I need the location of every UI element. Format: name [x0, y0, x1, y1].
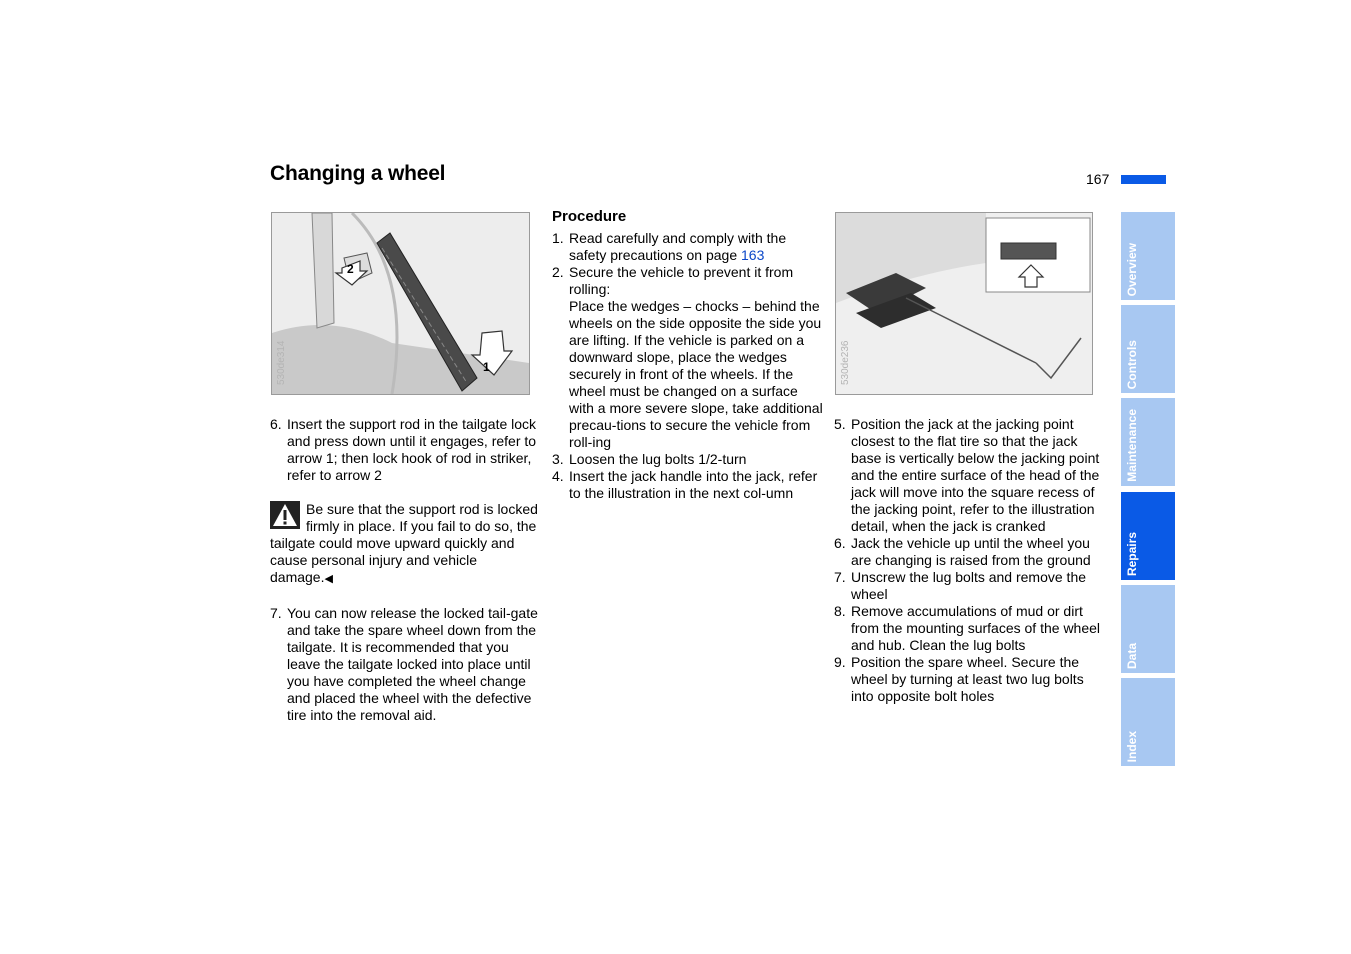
procedure-heading: Procedure — [552, 208, 627, 225]
list-item-step-6b — [834, 535, 1104, 569]
step-text: Position the jack at the jacking point closest to the flat tire so that the jack base is vertically below the jacking point and the entire surface of the head of the jack will move into the square recess of the jacking point, refer to the illustration detail, when the jack is cranked — [851, 416, 1100, 534]
tab-label: Overview — [1125, 242, 1139, 296]
step-text: Insert the jack handle into the jack, refer to the illustration in the next col-umn — [569, 468, 818, 501]
list-item-step-7 — [270, 605, 540, 724]
list-item-step-1 — [552, 230, 824, 264]
step-text: Remove accumulations of mud or dirt from the mounting surfaces of the wheel and hub. Clean the lug bolts — [851, 603, 1101, 653]
jack-drawing — [836, 213, 1092, 394]
step-number: 2. — [552, 264, 564, 280]
support-rod-drawing — [272, 213, 529, 394]
step-number: 7. — [834, 569, 846, 585]
step-number: 8. — [834, 603, 846, 619]
step-text: Jack the vehicle up until the wheel you are changing is raised from the ground — [851, 535, 1091, 568]
step-text: Loosen the lug bolts 1/2-turn — [569, 451, 747, 467]
step-number: 4. — [552, 468, 564, 484]
step-text: Read carefully and comply with the safety precautions on page — [569, 230, 787, 263]
warning-icon — [270, 501, 300, 529]
step-number: 7. — [270, 605, 282, 621]
step-text: Insert the support rod in the tailgate lock and press down until it engages, refer to arrow 1; then lock hook of rod in striker, refer to arrow 2 — [287, 416, 537, 483]
page-marker-bar — [1121, 175, 1166, 184]
tab-index[interactable] — [1121, 678, 1175, 766]
arrow-label-1: 1 — [483, 360, 490, 374]
tab-maintenance[interactable] — [1121, 398, 1175, 486]
list-item-step-6 — [270, 416, 540, 484]
list-item-step-7b — [834, 569, 1104, 603]
tab-controls[interactable] — [1121, 305, 1175, 393]
step-text: Secure the vehicle to prevent it from rolling: — [569, 264, 794, 297]
tab-overview[interactable] — [1121, 212, 1175, 300]
warning-text: Be sure that the support rod is locked firmly in place. If you fail to do so, the tailgate could move upward quickly and cause personal injury and vehicle damage. — [270, 501, 538, 585]
step-text: You can now release the locked tail-gate and take the spare wheel down from the tailgate. It is recommended that you leave the tailgate locked into place until you have completed the wheel change and placed the wheel with the defective tire into the removal aid. — [287, 605, 538, 723]
list-item-step-4 — [552, 468, 824, 502]
step-number: 6. — [834, 535, 846, 551]
step-number: 9. — [834, 654, 846, 670]
list-item-step-2 — [552, 264, 824, 451]
column-3 — [834, 416, 1104, 705]
tab-label: Data — [1125, 642, 1139, 669]
warning-note — [270, 501, 540, 588]
list-item-step-3 — [552, 451, 824, 468]
figure-code: 530de314 — [276, 340, 287, 385]
tab-label: Index — [1125, 730, 1139, 762]
page-title: Changing a wheel — [270, 162, 446, 185]
list-item-step-9 — [834, 654, 1104, 705]
step-text: Unscrew the lug bolts and remove the wheel — [851, 569, 1087, 602]
step-text: Position the spare wheel. Secure the wheel by turning at least two lug bolts into opposite bolt holes — [851, 654, 1084, 704]
page-number: 167 — [1086, 171, 1110, 187]
support-rod-illustration — [271, 212, 530, 395]
figure-code: 530de236 — [840, 340, 851, 385]
list-item-step-5 — [834, 416, 1104, 535]
tab-label: Controls — [1125, 339, 1139, 389]
column-1 — [270, 416, 540, 724]
list-item-step-8 — [834, 603, 1104, 654]
step-number: 1. — [552, 230, 564, 246]
tab-label: Repairs — [1125, 531, 1139, 576]
step-number: 3. — [552, 451, 564, 467]
tab-data[interactable] — [1121, 585, 1175, 673]
end-mark: ◀ — [324, 573, 333, 585]
page-link-163[interactable]: 163 — [741, 247, 765, 263]
step-subtext: Place the wedges – chocks – behind the wheels on the side opposite the side you are lifting. If the vehicle is parked on a downward slope, place the wedges securely in front of the wheels. If the wheel must be changed on a surface with a more severe slope, take additional precau-tions to secure the vehicle from roll-ing — [569, 298, 823, 450]
step-number: 6. — [270, 416, 282, 432]
tab-repairs[interactable] — [1121, 492, 1175, 580]
column-2 — [552, 208, 824, 502]
jack-illustration — [835, 212, 1093, 395]
arrow-label-2: 2 — [347, 262, 354, 276]
step-number: 5. — [834, 416, 846, 432]
tab-label: Maintenance — [1125, 409, 1139, 482]
